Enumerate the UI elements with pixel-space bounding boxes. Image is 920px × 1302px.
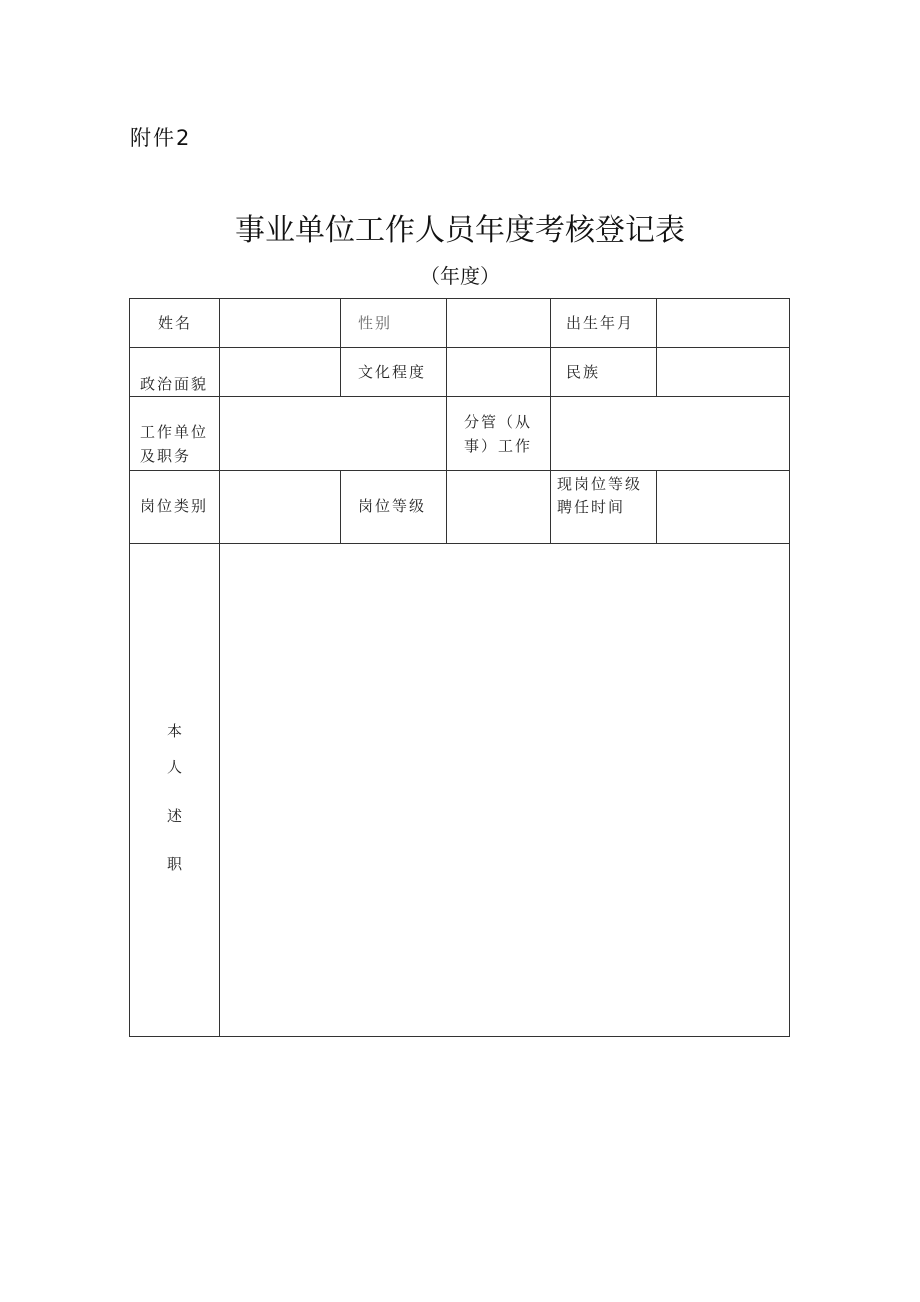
political-status-label: 政治面貌: [140, 375, 209, 393]
birth-date-field[interactable]: [657, 299, 789, 347]
post-category-label: 岗位类别: [140, 497, 209, 515]
column-divider: [340, 299, 341, 396]
appointment-date-label-line2: 聘任时间: [557, 498, 626, 516]
birth-date-label: 出生年月: [566, 314, 635, 332]
responsibility-label-line2: 事）工作: [464, 437, 533, 455]
responsibility-label-line1: 分管（从: [464, 413, 533, 431]
statement-label-char-4: 职: [166, 855, 182, 873]
gender-label: 性别: [358, 314, 393, 332]
appointment-date-label-line1: 现岗位等级: [557, 475, 643, 493]
statement-label-char-2: 人: [166, 758, 182, 776]
form-title: 事业单位工作人员年度考核登记表: [235, 213, 685, 248]
attachment-label: 附件2: [130, 126, 192, 150]
post-level-field[interactable]: [447, 471, 550, 543]
political-status-field[interactable]: [220, 348, 340, 396]
name-field[interactable]: [220, 299, 340, 347]
education-field[interactable]: [447, 348, 550, 396]
post-level-label: 岗位等级: [358, 497, 427, 515]
responsibility-field[interactable]: [551, 397, 789, 470]
work-unit-field[interactable]: [220, 397, 550, 470]
self-statement-field[interactable]: [220, 544, 789, 1036]
work-unit-label-line2: 及职务: [140, 447, 192, 465]
post-category-field[interactable]: [220, 471, 340, 543]
statement-label-char-3: 述: [166, 807, 182, 825]
work-unit-label-line1: 工作单位: [140, 423, 209, 441]
ethnicity-field[interactable]: [657, 348, 789, 396]
registration-form-table: [129, 298, 790, 1037]
statement-label-char-1: 本: [166, 722, 182, 740]
ethnicity-label: 民族: [566, 363, 601, 381]
column-divider: [340, 470, 341, 543]
appointment-date-field[interactable]: [657, 471, 789, 543]
form-year: （年度）: [420, 264, 500, 288]
education-label: 文化程度: [358, 363, 427, 381]
gender-field[interactable]: [447, 299, 550, 347]
name-label: 姓名: [158, 314, 193, 332]
